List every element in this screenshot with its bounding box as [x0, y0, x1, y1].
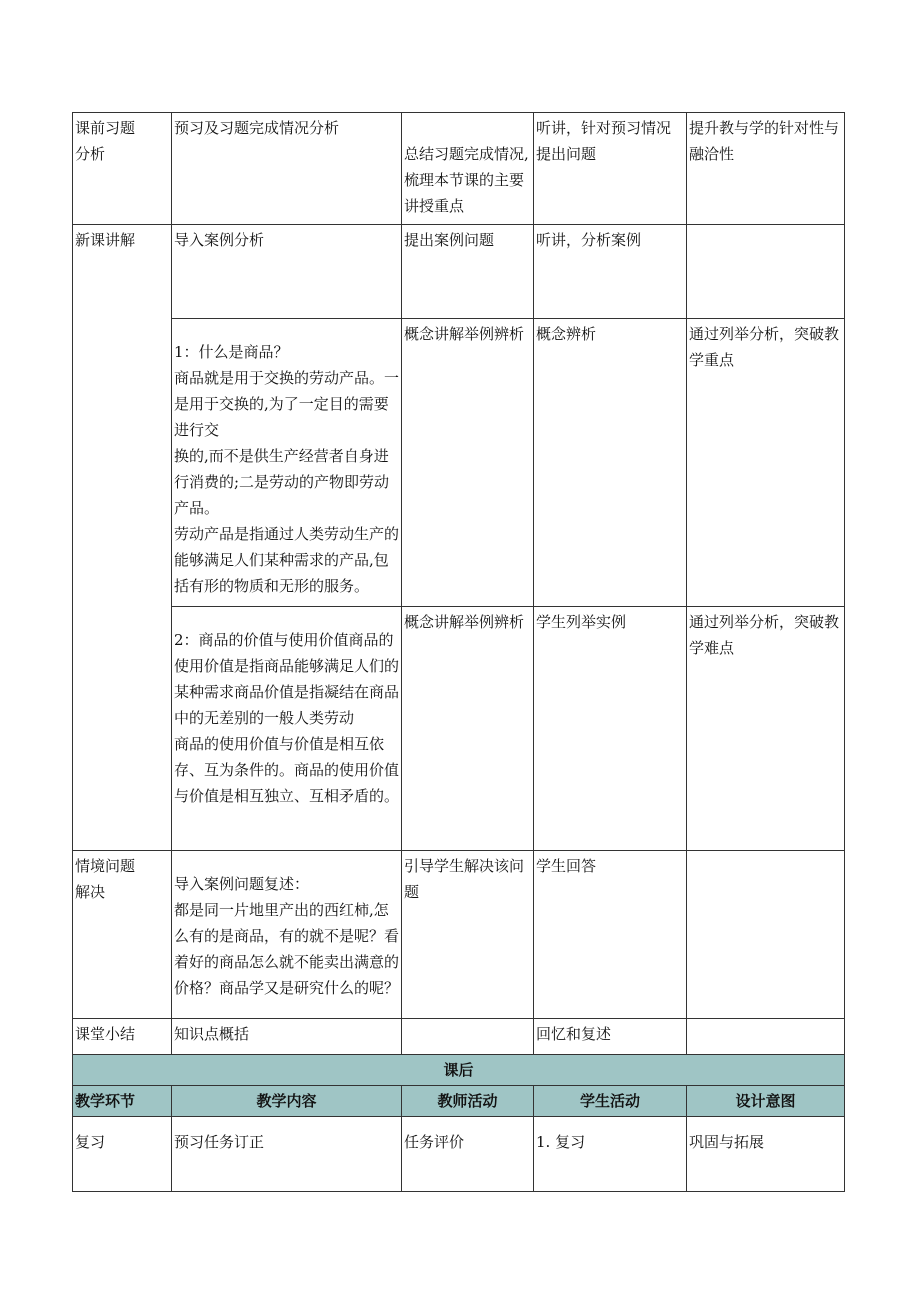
teacher-cell: 提出案例问题 [402, 225, 534, 319]
intent-cell: 通过列举分析，突破教学重点 [687, 319, 845, 607]
student-cell: 概念辨析 [534, 319, 687, 607]
row-concept-2 [73, 607, 845, 851]
header-content: 教学内容 [172, 1086, 402, 1117]
row-new-lesson [73, 225, 845, 319]
section-title: 课后 [73, 1055, 845, 1086]
header-intent: 设计意图 [687, 1086, 845, 1117]
stage-cell: 新课讲解 [73, 225, 172, 851]
content-cell: 导入案例问题复述： 都是同一片地里产出的西红柿,怎么有的是商品，有的就不是呢？看着好的商品怎么就不能卖出满意的价格？商品学又是研究什么的呢？ [172, 851, 402, 1019]
stage-cell: 情境问题 解决 [73, 851, 172, 1019]
intent-cell: 巩固与拓展 [687, 1117, 845, 1192]
content-cell: 导入案例分析 [172, 225, 402, 319]
teacher-cell: 概念讲解举例辨析 [402, 607, 534, 851]
row-concept-1 [73, 319, 845, 607]
row-pre-exercise [73, 113, 845, 225]
student-cell: 1. 复习 [534, 1117, 687, 1192]
teacher-cell [402, 1019, 534, 1055]
student-cell: 听讲，针对预习情况提出问题 [534, 113, 687, 225]
student-cell: 学生列举实例 [534, 607, 687, 851]
teacher-cell: 任务评价 [402, 1117, 534, 1192]
teacher-cell: 概念讲解举例辨析 [402, 319, 534, 607]
row-review [73, 1117, 845, 1192]
student-cell: 听讲，分析案例 [534, 225, 687, 319]
student-cell: 学生回答 [534, 851, 687, 1019]
content-cell: 预习任务订正 [172, 1117, 402, 1192]
content-cell: 1：什么是商品？ 商品就是用于交换的劳动产品。一是用于交换的,为了一定目的需要进行交 换的,而不是供生产经营者自身进行消费的;二是劳动的产物即劳动产品。 劳动产品是指通过人类劳动生产的能够满足人们某种需求的产品,包括有形的物质和无形的服务。 [172, 319, 402, 607]
intent-cell: 提升教与学的针对性与融洽性 [687, 113, 845, 225]
content-cell: 预习及习题完成情况分析 [172, 113, 402, 225]
stage-cell: 课前习题 分析 [73, 113, 172, 225]
intent-cell [687, 225, 845, 319]
intent-cell [687, 1019, 845, 1055]
intent-cell: 通过列举分析，突破教学难点 [687, 607, 845, 851]
content-cell: 2：商品的价值与使用价值商品的使用价值是指商品能够满足人们的某种需求商品价值是指凝结在商品中的无差别的一般人类劳动 商品的使用价值与价值是相互依存、互为条件的。商品的使用价值与价值是相互独立、互相矛盾的。 [172, 607, 402, 851]
teacher-cell: 引导学生解决该问题 [402, 851, 534, 1019]
stage-cell: 复习 [73, 1117, 172, 1192]
content-cell: 知识点概括 [172, 1019, 402, 1055]
header-row [73, 1086, 845, 1117]
row-situation [73, 851, 845, 1019]
header-student: 学生活动 [534, 1086, 687, 1117]
student-cell: 回忆和复述 [534, 1019, 687, 1055]
teacher-cell: 总结习题完成情况,梳理本节课的主要讲授重点 [402, 113, 534, 225]
header-teacher: 教师活动 [402, 1086, 534, 1117]
section-after-class [73, 1055, 845, 1086]
intent-cell [687, 851, 845, 1019]
row-summary [73, 1019, 845, 1055]
stage-cell: 课堂小结 [73, 1019, 172, 1055]
lesson-plan-table [72, 112, 845, 1192]
header-stage: 教学环节 [73, 1086, 172, 1117]
